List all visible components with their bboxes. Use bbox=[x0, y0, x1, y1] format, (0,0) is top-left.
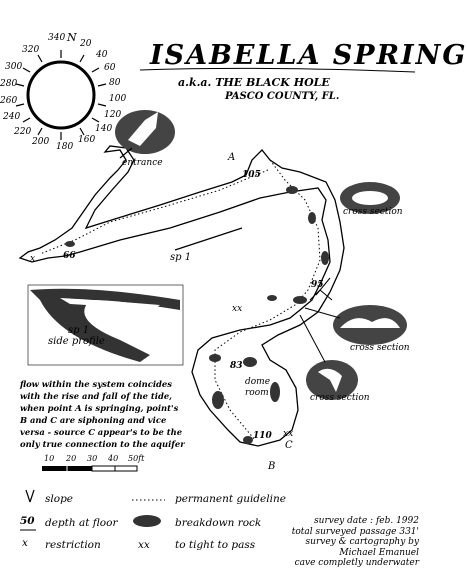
depth-110: 110 bbox=[253, 431, 272, 441]
cross-section-label-2: cross section bbox=[350, 343, 410, 353]
legend-slope: slope bbox=[45, 493, 74, 505]
entrance-label: entrance bbox=[122, 158, 163, 168]
sp1-label: sp 1 bbox=[170, 252, 192, 263]
restriction-mark: x bbox=[30, 254, 36, 264]
point-a-label: A bbox=[228, 152, 236, 163]
map-subtitle: a.k.a. THE BLACK HOLE bbox=[178, 76, 330, 89]
legend-restriction-symbol: x bbox=[22, 537, 28, 549]
compass-label-240: 240 bbox=[3, 112, 21, 122]
compass-label-80: 80 bbox=[109, 78, 121, 88]
legend-depth-symbol: 50 bbox=[20, 515, 35, 527]
sp1-section-line bbox=[175, 228, 242, 250]
tight-mark-2: xx bbox=[283, 429, 294, 439]
cross-section-label-1: cross section bbox=[343, 207, 403, 217]
compass-label-200: 200 bbox=[32, 137, 50, 147]
compass-label-260: 260 bbox=[0, 96, 18, 106]
sp1-profile-label: sp 1 bbox=[68, 325, 90, 336]
dome-room-label-2: room bbox=[245, 388, 269, 398]
map-title: ISABELLA SPRING bbox=[150, 40, 467, 71]
compass-label-320: 320 bbox=[22, 45, 40, 55]
depth-66: 66 bbox=[63, 251, 76, 261]
legend-guideline: permanent guideline bbox=[175, 493, 286, 505]
survey-remark: cave completly underwater bbox=[294, 558, 419, 568]
permanent-guideline-west bbox=[40, 170, 268, 254]
compass-label-280: 280 bbox=[0, 79, 18, 89]
compass-label-60: 60 bbox=[104, 63, 116, 73]
compass-label-220: 220 bbox=[14, 127, 32, 137]
tight-mark-1: xx bbox=[232, 304, 243, 314]
depth-95: 95 bbox=[311, 280, 324, 290]
compass-label-140: 140 bbox=[95, 124, 113, 134]
scale-label-50ft: 50ft bbox=[128, 454, 145, 463]
survey-credit: survey & cartography by bbox=[305, 537, 419, 547]
scale-bar bbox=[42, 466, 137, 471]
scale-label-10: 10 bbox=[44, 454, 55, 463]
scale-label-30: 30 bbox=[87, 454, 98, 463]
entrance-inset bbox=[115, 110, 175, 158]
compass-label-120: 120 bbox=[104, 110, 122, 120]
survey-author: Michael Emanuel bbox=[339, 547, 419, 558]
legend-tight: to tight to pass bbox=[175, 539, 256, 551]
survey-passage: total surveyed passage 331' bbox=[291, 526, 419, 537]
depth-83: 83 bbox=[230, 361, 243, 371]
side-profile-label: side profile bbox=[48, 336, 105, 347]
cross-section-label-3: cross section bbox=[310, 393, 370, 403]
compass-label-100: 100 bbox=[109, 94, 127, 104]
point-c-label: C bbox=[285, 440, 293, 451]
compass-north: N bbox=[67, 31, 77, 44]
map-county: PASCO COUNTY, FL. bbox=[225, 91, 340, 102]
scale-label-20: 20 bbox=[66, 454, 77, 463]
compass-label-20: 20 bbox=[80, 39, 92, 49]
cross-section-2 bbox=[333, 305, 407, 345]
compass-label-340: 340 bbox=[48, 33, 66, 43]
survey-date: survey date : feb. 1992 bbox=[314, 516, 419, 526]
legend-breakdown: breakdown rock bbox=[175, 517, 262, 529]
compass-label-160: 160 bbox=[78, 135, 96, 145]
compass-label-40: 40 bbox=[96, 50, 108, 60]
legend-tight-symbol: xx bbox=[138, 539, 150, 551]
point-b-label: B bbox=[268, 461, 276, 472]
legend-restriction: restriction bbox=[45, 539, 101, 551]
compass-label-180: 180 bbox=[56, 142, 74, 152]
depth-105: 105 bbox=[242, 170, 261, 180]
survey-info bbox=[269, 516, 419, 569]
scale-label-40: 40 bbox=[108, 454, 119, 463]
side-profile bbox=[28, 285, 183, 365]
dome-room-label-1: dome bbox=[245, 377, 271, 387]
flow-note: flow within the system coincides with the rise and fall of the tide, when point A is springing, point's B and C are siphoning and vice versa - source C appear's to be the only true connection to the aquifer bbox=[20, 379, 185, 449]
legend-depth: depth at floor bbox=[45, 517, 118, 529]
compass-label-300: 300 bbox=[5, 62, 23, 72]
